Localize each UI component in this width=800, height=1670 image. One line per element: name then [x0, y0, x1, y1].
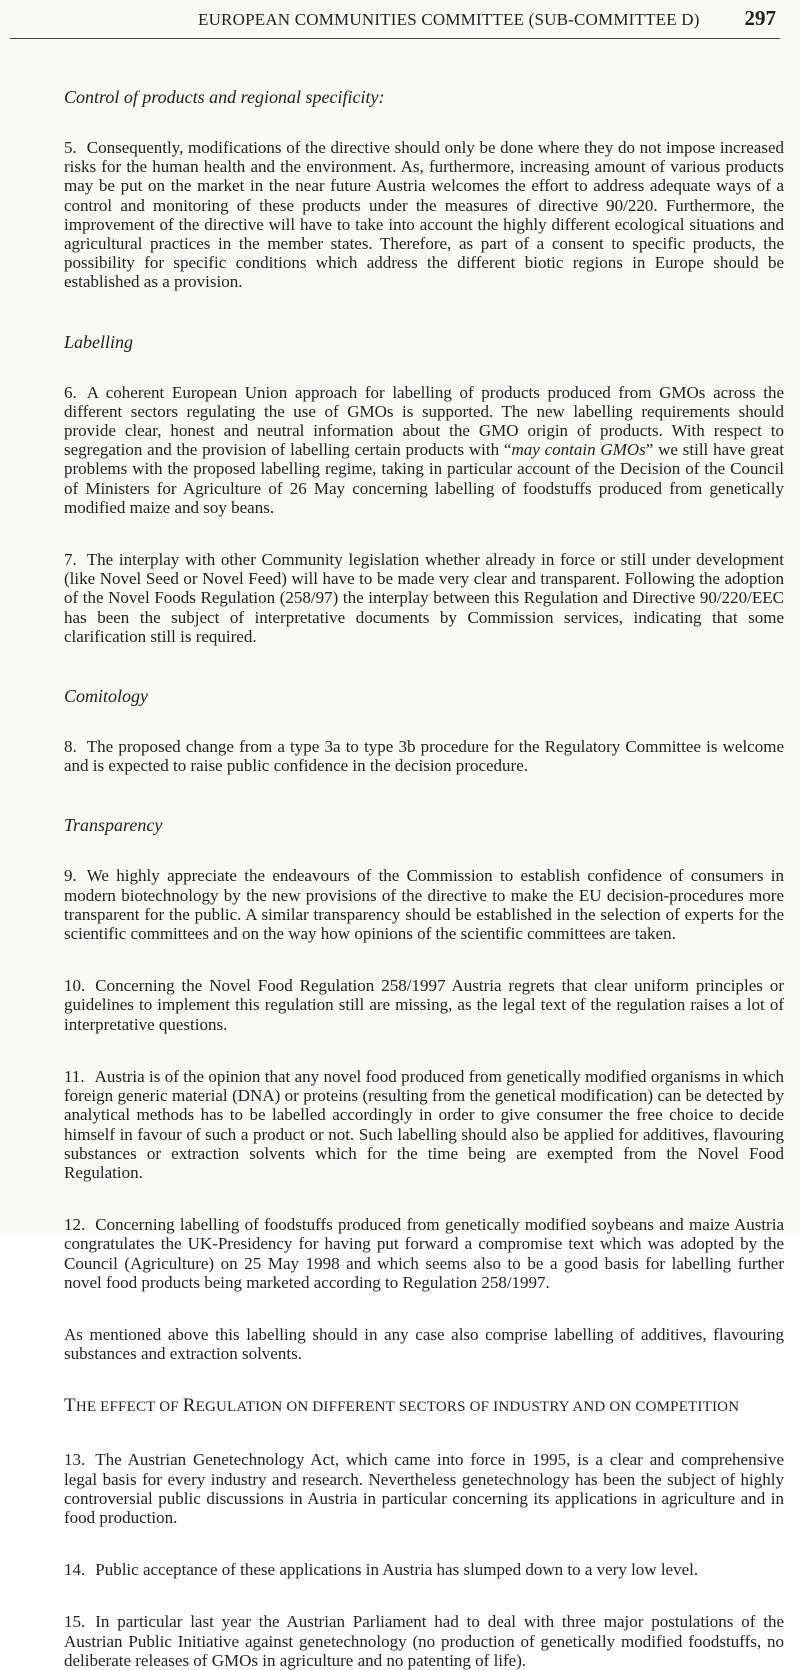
header-rule: [10, 38, 780, 39]
paragraph-7: [64, 550, 784, 646]
paragraph-number: 14.: [64, 1560, 86, 1580]
paragraph-number: 7.: [64, 550, 77, 570]
page-number: 297: [744, 6, 776, 30]
paragraph-text: We highly appreciate the endeavours of the Commission to establish confidence of consumers in modern biotechnology by the new provisions of the directive to make the EU decision-procedures more transparent for the public. A similar transparency should be established in the selection of experts for the scientific committees and on the way how opinions of the scientific committees are taken.: [64, 866, 784, 944]
paragraph-11: [64, 1067, 784, 1182]
paragraph-number: 11.: [64, 1066, 85, 1086]
paragraph-text-continued: ” we still have great problems with the proposed labelling regime, taking in particular account of the Decision of the Council of Ministers for Agriculture of 26 May concerning labelling of foodstuffs produced from genetically modified maize and soy beans.: [64, 440, 784, 517]
heading-initial: T: [64, 1395, 76, 1417]
paragraph-12: [64, 1215, 784, 1292]
paragraph-text: In particular last year the Austrian Parliament had to deal with three major postulations of the Austrian Public Initiative against genetechnology (no production of genetically modified foodstuffs, no deliberate releases of GMOs in agriculture and no patenting of life).: [64, 1612, 784, 1670]
section-heading-transparency: Transparency: [64, 815, 163, 836]
heading-text: EGULATION ON DIFFERENT SECTORS OF INDUSTRY AND ON COMPETITION: [195, 1399, 740, 1416]
running-header: [0, 6, 800, 32]
paragraph-text: A coherent European Union approach for labelling of products produced from GMOs across the different sectors regulating the use of GMOs is supported. The new labelling requirements should provide clear, honest and neutral information about the GMO origin of products. With respect to segregation and the provision of labelling certain products with “: [64, 382, 784, 460]
running-title: EUROPEAN COMMUNITIES COMMITTEE (SUB-COMMITTEE D): [198, 10, 700, 29]
paragraph-number: 15.: [64, 1612, 86, 1632]
paragraph-number: 10.: [64, 976, 86, 996]
paragraph-text: The proposed change from a type 3a to type 3b procedure for the Regulatory Committee is welcome and is expected to raise public confidence in the decision procedure.: [64, 737, 784, 776]
paragraph-number: 6.: [64, 382, 77, 402]
paragraph-text: The interplay with other Community legislation whether already in force or still under development (like Novel Seed or Novel Feed) will have to be made very clear and transparent. Following the adoption of the Novel Foods Regulation (258/97) the interplay between this Regulation and Directive 90/220/EEC has been the subject of interpretative documents by Commission services, indicating that some clarification still is required.: [64, 550, 784, 646]
paragraph-6: [64, 383, 784, 517]
paragraph-5: [64, 138, 784, 292]
paragraph-15: [64, 1612, 784, 1670]
section-heading-effect: [64, 1396, 784, 1417]
paragraph-8: [64, 737, 784, 775]
section-heading-labelling: Labelling: [64, 331, 134, 352]
paragraph-text: As mentioned above this labelling should in any case also comprise labelling of additives, flavouring substances and extraction solvents.: [64, 1324, 784, 1364]
paragraph-number: 9.: [64, 866, 77, 886]
paragraph-13: [64, 1450, 784, 1527]
paragraph-text: Concerning the Novel Food Regulation 258/1997 Austria regrets that clear uniform principles or guidelines to implement this regulation still are missing, as the legal text of the regulation raises a lot of interpretative questions.: [64, 976, 784, 1034]
paragraph-number: 8.: [64, 737, 77, 757]
paragraph-text: Concerning labelling of foodstuffs produced from genetically modified soybeans and maize Austria congratulates the UK-Presidency for having put forward a compromise text which was adopted by the Council (Agriculture) on 25 May 1998 and which seems also to be a good basis for labelling further novel food products being marketed according to Regulation 258/1997.: [64, 1215, 784, 1292]
section-heading-comitology: Comitology: [64, 686, 148, 707]
paragraph-text: The Austrian Genetechnology Act, which came into force in 1995, is a clear and comprehensive legal basis for every industry and research. Nevertheless genetechnology has been the subject of highly controversial public discussions in Austria in particular concerning its applications in agriculture and in food production.: [64, 1450, 784, 1527]
paragraph-number: 13.: [64, 1450, 86, 1470]
section-heading-control: Control of products and regional specificity:: [64, 87, 385, 107]
paragraph-number: 5.: [64, 138, 77, 157]
document-body: [64, 86, 784, 1670]
paragraph-14: [64, 1560, 784, 1579]
paragraph-9: [64, 866, 784, 943]
paragraph-12-continued: [64, 1325, 784, 1363]
paragraph-10: [64, 976, 784, 1034]
emphasis-text: may contain GMOs: [511, 440, 646, 460]
heading-initial: R: [182, 1395, 196, 1417]
paragraph-text: Public acceptance of these applications in Austria has slumped down to a very low level.: [95, 1560, 699, 1580]
paragraph-text: Austria is of the opinion that any novel food produced from genetically modified organisms in which foreign generic material (DNA) or proteins (resulting from the genetical modification) can be detected by analytical methods has to be labelled accordingly in order to give consumer the free choice to decide himself in favour of such a product or not. Such labelling should also be applied for additives, flavouring substances or extraction solvents which for the time being are exempted from the Novel Food Regulation.: [64, 1066, 784, 1182]
paragraph-number: 12.: [64, 1215, 86, 1235]
paragraph-text: Consequently, modifications of the directive should only be done where they do not impose increased risks for the human health and the environment. As, furthermore, increasing amount of various products may be put on the market in the near future Austria welcomes the effort to address adequate ways of a control and monitoring of these products under the measures of directive 90/220. Furthermore, the improvement of the directive will have to take into account the highly different ecological situations and agricultural practices in the member states. Therefore, as part of a consent to specific products, the possibility for specific conditions which address the different biotic regions in Europe should be established as a provision.: [64, 138, 784, 292]
heading-text: HE EFFECT OF: [75, 1399, 183, 1416]
